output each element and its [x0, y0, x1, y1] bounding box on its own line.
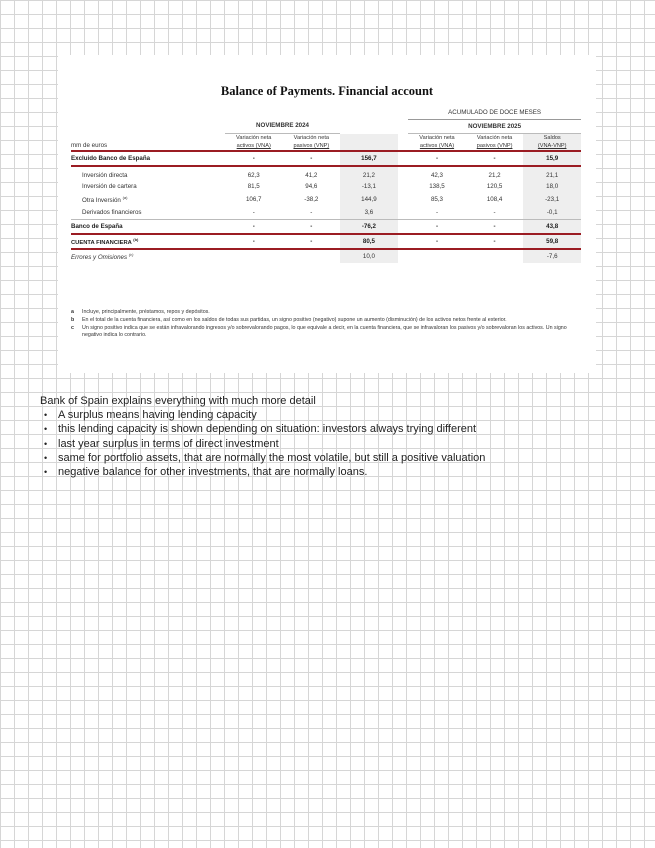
note-bullet: • A surplus means having lending capacity [58, 408, 640, 422]
footnotes [71, 309, 586, 340]
financial-account-table [71, 106, 581, 263]
document-sheet [58, 55, 596, 373]
accum-header: ACUMULADO DE DOCE MESES [408, 106, 581, 120]
table-row: CUENTA FINANCIERA $^{(b)}$ - - 80,5 - - 59,8 [71, 234, 581, 249]
col-vnp-header: Variación neta pasivos (VNP) [293, 135, 330, 149]
col-vnp-header: Variación neta pasivos (VNP) [476, 135, 513, 149]
note-bullet: • negative balance for other investments, that are normally loans. [58, 465, 640, 479]
unit-label: mm de euros [71, 142, 108, 149]
period-2024: NOVIEMBRE 2024 [225, 120, 340, 134]
col-vna-header: Variación neta activos (VNA) [236, 135, 272, 149]
col-vna-header: Variación neta activos (VNA) [419, 135, 455, 149]
table-row: Banco de España - - -76,2 - - 43,8 [71, 220, 581, 235]
table-row: Excluido Banco de España - - 156,7 - - 15,9 [71, 151, 581, 166]
note-bullet: • last year surplus in terms of direct investment [58, 437, 640, 451]
note-bullet: • same for portfolio assets, that are normally the most volatile, but still a positive valuation [58, 451, 640, 465]
period-2025: NOVIEMBRE 2025 [408, 120, 581, 134]
note-bullet: • this lending capacity is shown depending on situation: investors always trying different [58, 422, 640, 436]
table-row: Inversión directa 62,3 41,2 21,2 42,3 21,2 21,1 [71, 166, 581, 180]
table-row: Derivados financieros - - 3,6 - - -0,1 [71, 206, 581, 220]
footnote: c Un signo positivo indica que se están infravalorando ingresos y/o sobrevalorando pagos, lo que equivale a decir, en la cuenta financiera, que se infravaloran los pasivos y/o sobrevaloran los activos. Un signo negativo indica lo contrario. [71, 325, 567, 338]
notes-heading: Bank of Spain explains everything with much more detail [40, 395, 316, 407]
footnote: a Incluye, principalmente, préstamos, repos y depósitos. [71, 309, 210, 315]
page-title: Balance of Payments. Financial account [220, 84, 434, 98]
table-row: Inversión de cartera 81,5 94,6 -13,1 138,5 120,5 18,0 [71, 180, 581, 193]
table-row: Otra Inversión $^{(a)}$ 106,7 -38,2 144,9 85,3 108,4 -23,1 [71, 193, 581, 206]
notes-section [40, 394, 640, 479]
notes-list [40, 408, 640, 479]
table-row: Errores y Omisiones $^{(c)}$ 10,0 -7,6 [71, 249, 581, 263]
footnote: b En el total de la cuenta financiera, así como en los saldos de todas sus partidas, un signo positivo (negativo) supone un aumento (disminución) de los activos netos frente al exterior. [71, 317, 507, 323]
col-saldo-header: Saldos (VNA-VNP) [523, 134, 581, 152]
